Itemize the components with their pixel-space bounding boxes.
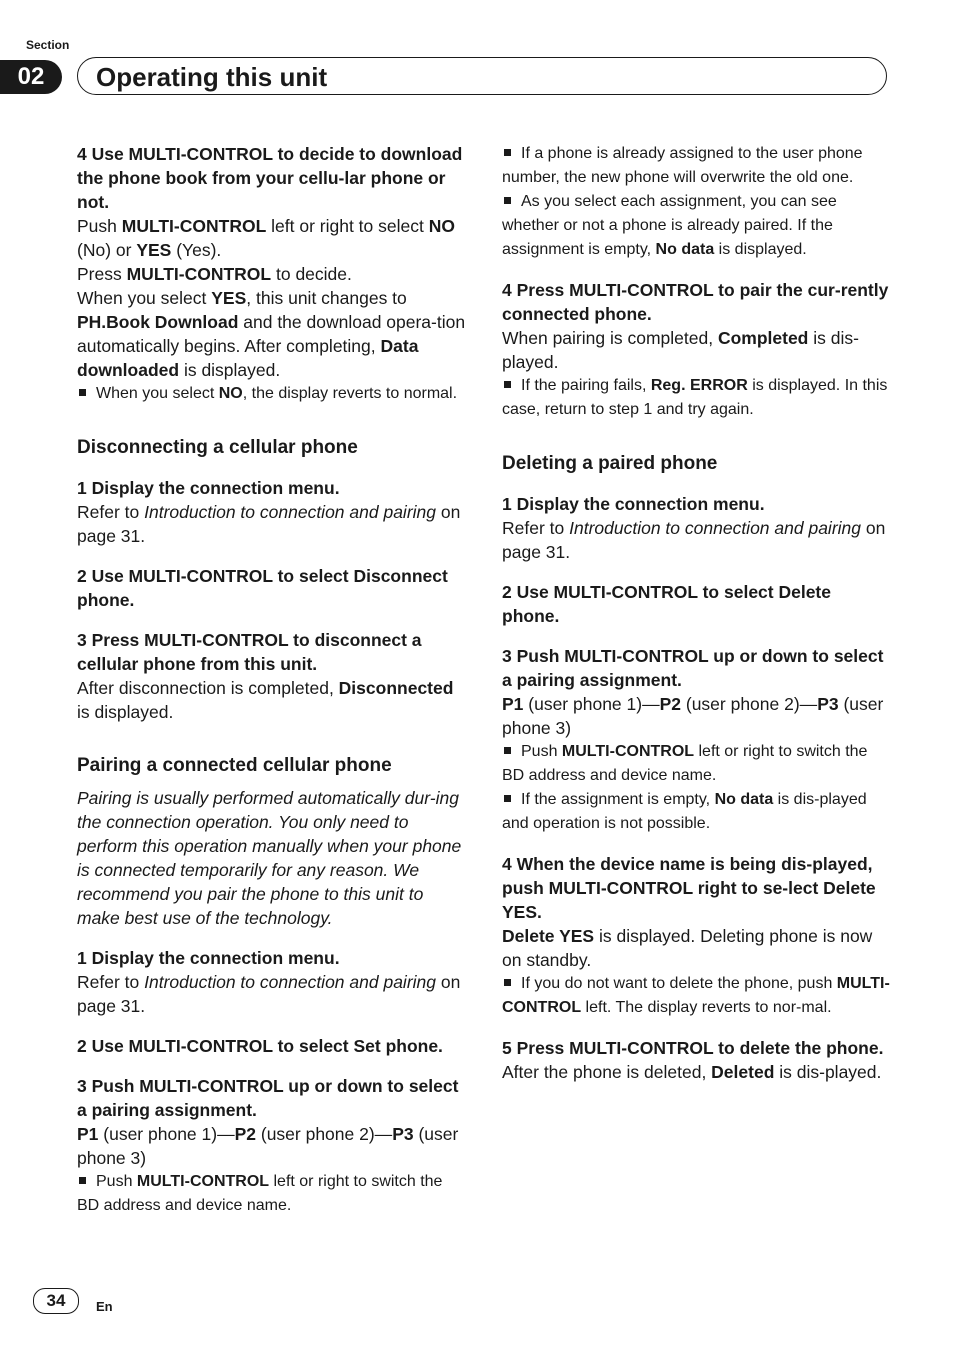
paragraph: P1 (user phone 1)—P2 (user phone 2)—P3 (user phone 3) <box>77 1124 459 1168</box>
paragraph: After disconnection is completed, Disconnected is displayed. <box>77 678 454 722</box>
bullet-square-icon <box>504 795 511 802</box>
paragraph: Refer to Introduction to connection and pairing on page 31. <box>77 502 461 546</box>
section-heading: Disconnecting a cellular phone <box>77 437 358 458</box>
bullet-square-icon <box>504 747 511 754</box>
section-heading: Deleting a paired phone <box>502 453 718 474</box>
paragraph: When you select YES, this unit changes to PH.Book Download and the download opera-tion automatically begins. After completing, Data downloaded is displayed. <box>77 288 466 380</box>
page-number: 34 <box>33 1288 79 1314</box>
bullet-square-icon <box>79 389 86 396</box>
paragraph: Push MULTI-CONTROL left or right to select NO (No) or YES (Yes). <box>77 216 455 260</box>
step-heading: 2 Use MULTI-CONTROL to select Delete phone. <box>502 582 831 626</box>
bullet-square-icon <box>504 197 511 204</box>
step-heading: 4 When the device name is being dis-played, push MULTI-CONTROL right to se-lect Delete YES. <box>502 854 876 922</box>
note: If you do not want to delete the phone, push MULTI-CONTROL left. The display reverts to nor-mal. <box>502 975 890 1016</box>
step-heading: 3 Press MULTI-CONTROL to disconnect a cellular phone from this unit. <box>77 630 422 674</box>
bullet-square-icon <box>79 1177 86 1184</box>
section-heading: Pairing a connected cellular phone <box>77 755 392 776</box>
right-column <box>502 142 892 1084</box>
note: When you select NO, the display reverts to normal. <box>77 382 467 406</box>
step-heading: 1 Display the connection menu. <box>502 494 765 514</box>
paragraph: Refer to Introduction to connection and pairing on page 31. <box>77 972 461 1016</box>
step-heading: 5 Press MULTI-CONTROL to delete the phone. <box>502 1038 884 1058</box>
note: As you select each assignment, you can see whether or not a phone is already paired. If the assignment is empty, No data is displayed. <box>502 193 837 258</box>
step-heading: 1 Display the connection menu. <box>77 948 340 968</box>
paragraph: P1 (user phone 1)—P2 (user phone 2)—P3 (user phone 3) <box>502 694 884 738</box>
note: Push MULTI-CONTROL left or right to switch the BD address and device name. <box>77 1173 443 1214</box>
section-label: Section <box>26 38 70 52</box>
paragraph: After the phone is deleted, Deleted is dis-played. <box>502 1062 882 1082</box>
bullet-square-icon <box>504 979 511 986</box>
bullet-square-icon <box>504 149 511 156</box>
step-heading: 3 Push MULTI-CONTROL up or down to select a pairing assignment. <box>77 1076 459 1120</box>
note: If the pairing fails, Reg. ERROR is displayed. In this case, return to step 1 and try again. <box>502 377 888 418</box>
note: If a phone is already assigned to the user phone number, the new phone will overwrite the old one. <box>502 145 863 186</box>
note: If the assignment is empty, No data is dis-played and operation is not possible. <box>502 791 867 832</box>
paragraph: Refer to Introduction to connection and pairing on page 31. <box>502 518 886 562</box>
step-heading: 4 Press MULTI-CONTROL to pair the cur-rently connected phone. <box>502 280 889 324</box>
note: Push MULTI-CONTROL left or right to switch the BD address and device name. <box>502 743 868 784</box>
step-heading: 2 Use MULTI-CONTROL to select Disconnect phone. <box>77 566 448 610</box>
step-heading: 3 Push MULTI-CONTROL up or down to select a pairing assignment. <box>502 646 884 690</box>
section-number-badge: 02 <box>0 60 62 94</box>
left-column <box>77 142 467 1218</box>
paragraph: When pairing is completed, Completed is dis-played. <box>502 328 859 372</box>
paragraph: Press MULTI-CONTROL to decide. <box>77 264 352 284</box>
language-label: En <box>96 1299 113 1314</box>
paragraph: Delete YES is displayed. Deleting phone is now on standby. <box>502 926 873 970</box>
step-heading: 2 Use MULTI-CONTROL to select Set phone. <box>77 1036 443 1056</box>
page-title: Operating this unit <box>96 62 328 92</box>
intro-paragraph: Pairing is usually performed automatically dur-ing the connection operation. You only need to perform this operation manually when your phone is connected temporarily for any reason. We recommend you pair the phone to this unit to make best use of the technology. <box>77 788 462 928</box>
step-heading: 1 Display the connection menu. <box>77 478 340 498</box>
step-heading: 4 Use MULTI-CONTROL to decide to download the phone book from your cellu-lar phone or not. <box>77 144 463 212</box>
bullet-square-icon <box>504 381 511 388</box>
